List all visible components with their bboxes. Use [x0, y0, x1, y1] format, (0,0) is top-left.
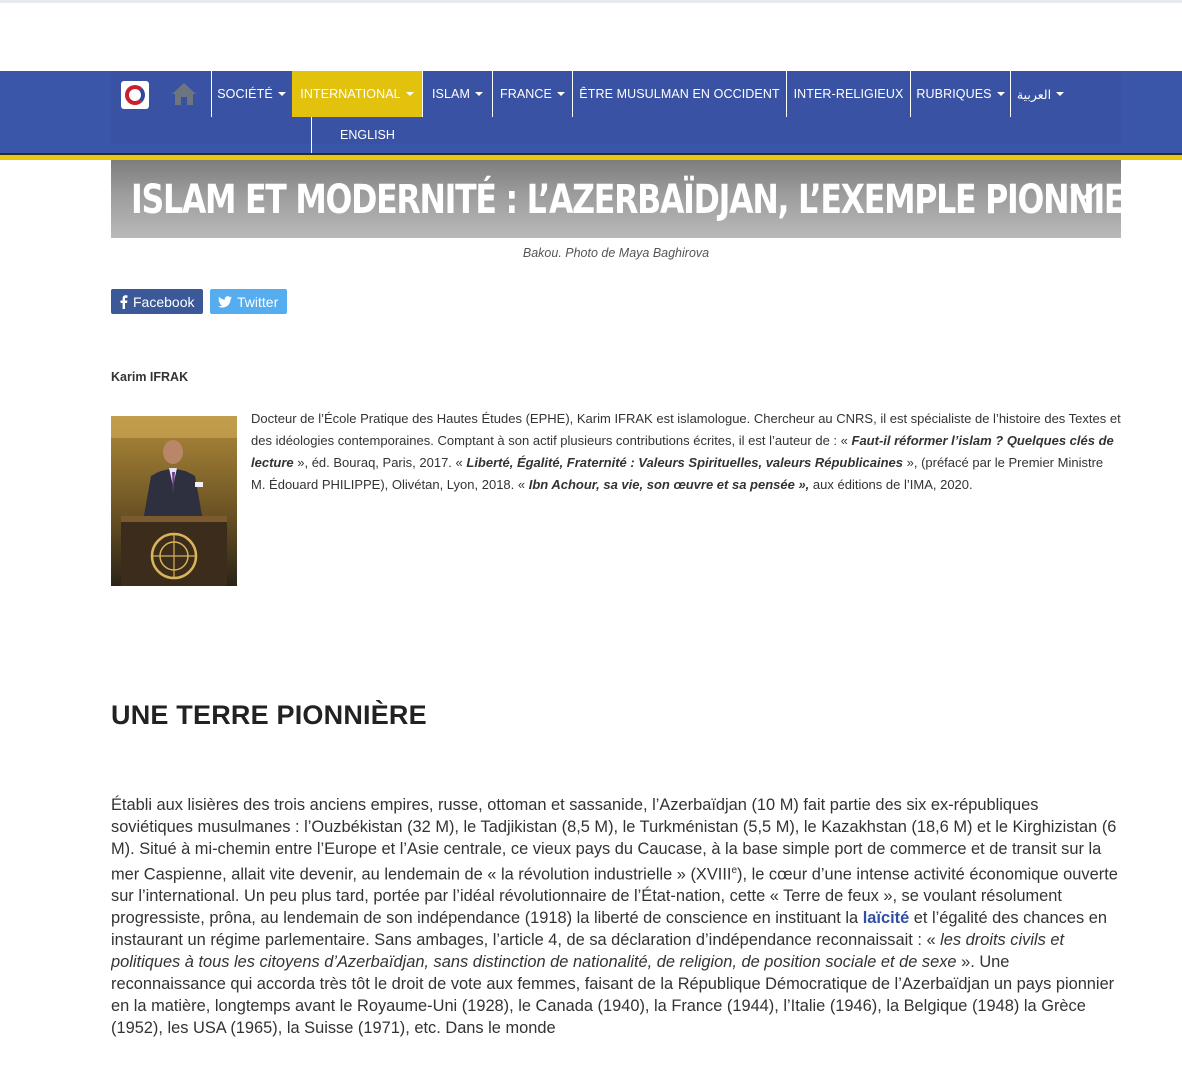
chevron-down-icon [997, 92, 1005, 96]
facebook-icon [119, 295, 128, 309]
nav-item-rubriques[interactable]: RUBRIQUES [910, 71, 1010, 117]
photo-caption: Bakou. Photo de Maya Baghirova [522, 246, 710, 260]
site-logo-icon[interactable] [121, 81, 149, 109]
chevron-down-icon [406, 92, 414, 96]
twitter-share-button[interactable]: Twitter [210, 289, 287, 314]
nav-item-arabic[interactable]: العربية [1010, 71, 1070, 117]
home-icon[interactable] [171, 81, 197, 107]
main-navbar [0, 71, 1182, 153]
chevron-down-icon [278, 92, 286, 96]
nav-item-societe[interactable]: SOCIÉTÉ [211, 71, 291, 117]
section-title: UNE TERRE PIONNIÈRE [111, 700, 427, 730]
nav-item-english[interactable]: ENGLISH [311, 117, 423, 153]
nav-container [111, 71, 1121, 144]
nav-item-international[interactable]: INTERNATIONAL [292, 71, 422, 117]
nav-item-islam[interactable]: ISLAM [422, 71, 492, 117]
nav-item-france[interactable]: FRANCE [492, 71, 572, 117]
laicite-link[interactable]: laïcité [862, 909, 910, 928]
page-title: ISLAM ET MODERNITÉ : L’AZERBAÏDJAN, L’EXEMPLE PIONNIER [131, 177, 1148, 223]
author-photo [111, 416, 237, 586]
chevron-down-icon [475, 92, 483, 96]
author-bio: Docteur de l’École Pratique des Hautes Études (EPHE), Karim IFRAK est islamologue. Chercheur au CNRS, il est spécialiste de l’histoire des Textes et des idéologies contemporaines. Comptant à son actif plusieurs contributions écrites, il est l’auteur de : « Faut-il réformer l’islam ? Quelques clés de lecture », éd. Bouraq, Paris, 2017. « Liberté, Égalité, Fraternité : Valeurs Spirituelles, valeurs Républicaines », (préfacé par le Premier Ministre M. Édouard PHILIPPE), Olivétan, Lyon, 2018. « Ibn Achour, sa vie, son œuvre et sa pensée », aux éditions de l’IMA, 2020. [251, 411, 1121, 492]
top-border [0, 0, 1182, 3]
nav-dark-stripe [0, 153, 1182, 155]
facebook-share-button[interactable]: Facebook [111, 289, 203, 314]
nav-item-etre-musulman[interactable]: ÊTRE MUSULMAN EN OCCIDENT [572, 71, 786, 117]
chevron-down-icon [557, 92, 565, 96]
chevron-down-icon [1056, 92, 1064, 96]
article-body: Établi aux lisières des trois anciens empires, russe, ottoman et sassanide, l’Azerbaïdjan (10 M) fait partie des six ex-républiques soviétiques musulmanes : l’Ouzbékistan (32 M), le Tadjikistan (8,5 M), le Turkménistan (5,5 M), le Kazakhstan (18,6 M) et le Kirghizistan (6 M). Situé à mi-chemin entre l’Europe et l’Asie centrale, ce vieux pays du Caucase, à la base simple port de commerce et de transit sur la mer Caspienne, allait vite devenir, au lendemain de « la révolution industrielle » (XVIIIe), le cœur d’une intense activité économique ouverte sur l’international. Un peu plus tard, portée par l’idéal révolutionnaire de l’État-nation, cette « Terre de feux », se voulant résolument progressiste, prôna, au lendemain de son indépendance (1918) la liberté de conscience en instituant la laïcité et l’égalité des chances en instaurant un régime parlementaire. Sans ambages, l’article 4, de sa déclaration d’indépendance reconnaissait : « les droits civils et politiques à tous les citoyens d’Azerbaïdjan, sans distinction de nationalité, de religion, de position sociale et de sexe ». Une reconnaissance qui accorda très tôt le droit de vote aux femmes, faisant de la République Démocratique de l’Azerbaïdjan un pays pionnier en la matière, longtemps avant le Royaume-Uni (1928), le Canada (1940), la France (1944), l’Italie (1946), la Belgique (1948) la Grèce (1952), les USA (1965), la Suisse (1971), etc. Dans le monde [111, 796, 1118, 1038]
chevron-down-icon[interactable] [1069, 182, 1099, 202]
twitter-icon [218, 296, 232, 308]
nav-item-inter-religieux[interactable]: INTER-RELIGIEUX [786, 71, 910, 117]
article-title-banner [111, 160, 1148, 238]
author-name: Karim IFRAK [111, 370, 189, 384]
